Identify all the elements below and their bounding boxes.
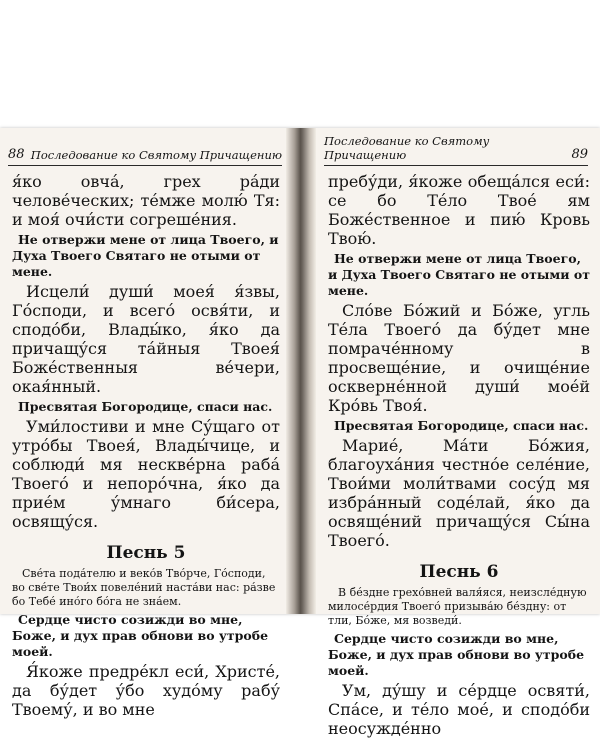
refrain-line: Пресвятая Богородице, спаси нас. [334,418,589,433]
text-paragraph: Уми́лостиви и мне Су́щаго от утро́бы Твоея́, Влады́чице, и соблюди́ мя нескве́рна раба́ Твоего́ и непоро́чна, я́ко да прие́м у́мнаго би́сера, освящу́ся. [12,417,280,531]
refrain-line: Сердце чисто созижди во мне, Боже, и дух прав обнови во утробе моей. [328,631,585,678]
text-paragraph: пребу́ди, я́коже обеща́лся еси́: се бо Те́ло Твое́ ям Боже́ственное и пию́ Кровь Твою́. [328,172,590,248]
refrain-line: Сердце чисто созижди во мне, Боже, и дух прав обнови во утробе моей. [12,612,269,659]
open-book [0,128,600,738]
refrain-line: Не отвержи мене от лица Твоего, и Духа Твоего Святаго не отыми от мене. [328,251,590,298]
right-page [312,128,600,738]
book-spine-gutter [286,128,316,614]
text-paragraph: Сло́ве Бо́жий и Бо́же, угль Те́ла Твоего́ да бу́дет мне помраче́нному в просвеще́ние, и очище́ние оскверне́нной души́ мое́й Кро́вь Твоя́. [328,301,590,415]
left-page-number: 88 [8,147,25,162]
right-page-number: 89 [571,147,588,162]
left-page-header [8,142,282,166]
ode-heading: Песнь 5 [106,543,186,563]
text-paragraph: Марие́, Ма́ти Бо́жия, благоуха́ния честно́е селе́ние, Твои́ми моли́твами сосу́д мя избра́нный соде́лай, я́ко да освяще́ний причащу́ся Сы́на Твоего́. [328,436,590,550]
left-page [0,128,290,719]
text-paragraph: Я́коже предре́кл еси́, Христе́, да бу́дет у́бо худо́му рабу́ Твоему́, и во мне [12,662,280,719]
right-page-content [328,172,590,738]
left-page-content [12,172,280,719]
irmos-small-text: Све́та пода́телю и веко́в Тво́рче, Го́споди, во све́те Твои́х повеле́ний наста́ви нас: ра́зве бо Тебе́ ино́го бо́га не зна́ем. [12,567,276,608]
text-paragraph: Исцели́ души́ моея́ я́звы, Го́споди, и всего́ освя́ти, и сподо́би, Влады́ко, я́ко да причащу́ся та́йныя Твоея́ Боже́ственныя ве́чери, окая́нный. [12,282,280,396]
text-paragraph: Ум, ду́шу и се́рдце освяти́, Спа́се, и те́ло мое́, и сподо́би неосужде́нно [328,681,590,738]
ode-heading: Песнь 6 [419,562,499,582]
right-running-title: Последование ко Святому Причащению [324,134,490,162]
irmos-small-text: В бе́здне грехо́вней валя́яся, неизсле́дную милосе́рдия Твоего́ призыва́ю бе́здну: от тли, Бо́же, мя возведи́. [328,586,587,627]
refrain-line: Не отвержи мене от лица Твоего, и Духа Твоего Святаго не отыми от мене. [12,232,279,279]
right-page-header [324,134,588,166]
text-paragraph: я́ко овча́, грех ра́ди челове́ческих; те́мже молю́ Тя: и моя́ очи́сти согреше́ния. [12,172,280,229]
refrain-line: Пресвятая Богородице, спаси нас. [18,399,273,414]
left-running-title: Последование ко Святому Причащению [30,148,282,162]
